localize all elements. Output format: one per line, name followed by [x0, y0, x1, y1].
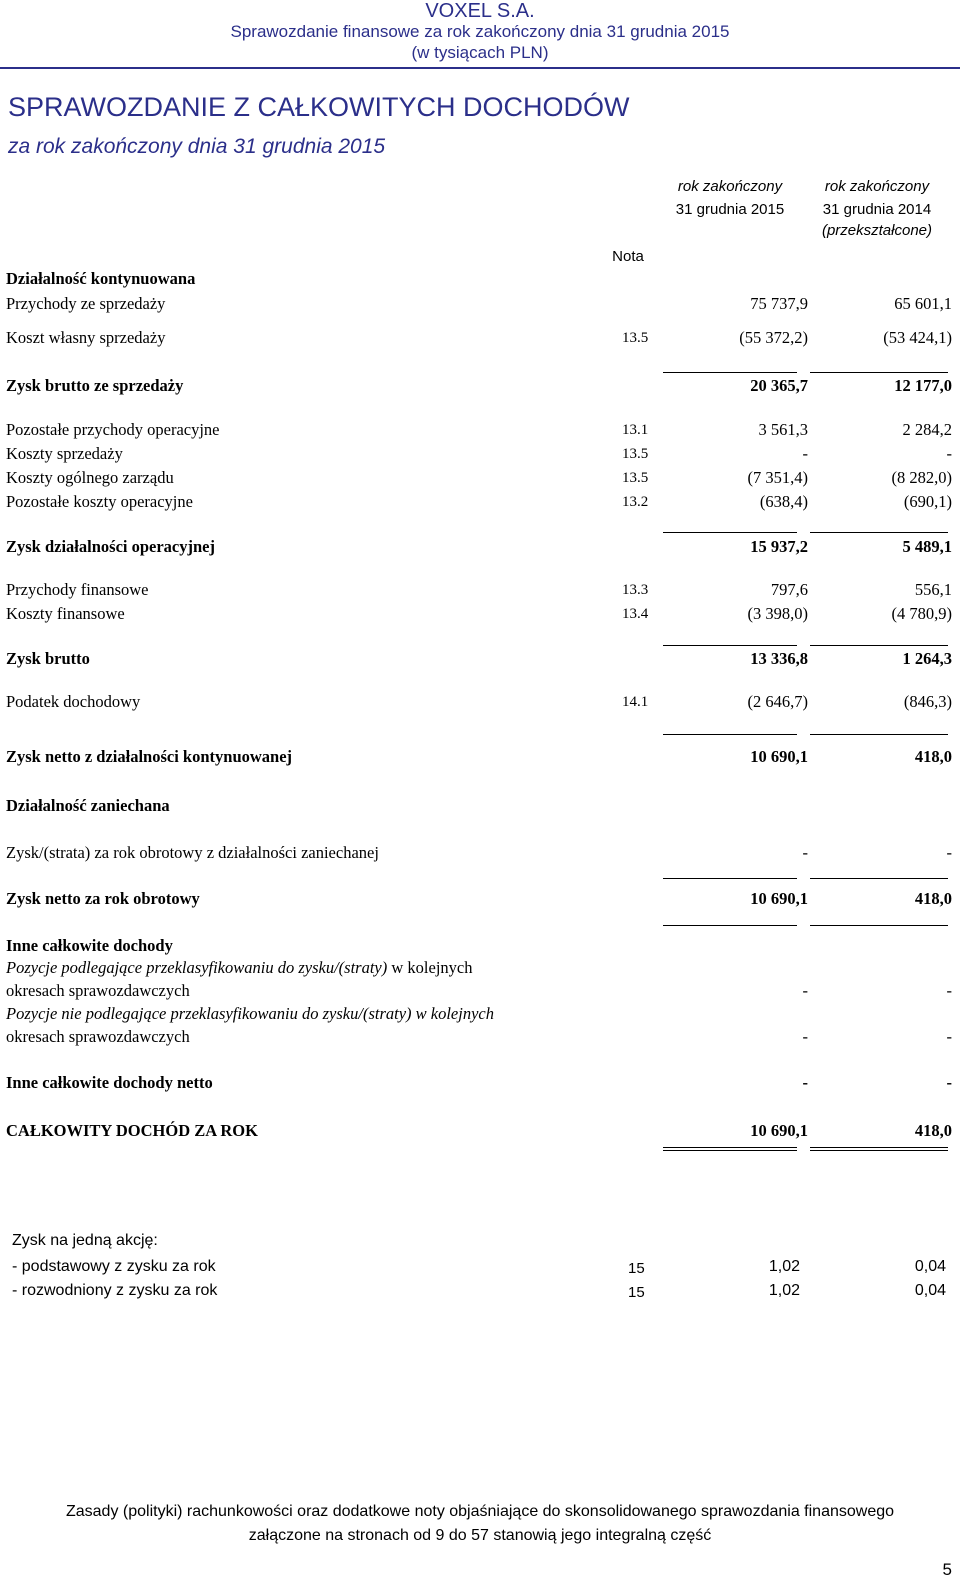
- value-2014: (53 424,1): [883, 328, 952, 347]
- row-label: Działalność kontynuowana: [6, 269, 196, 288]
- value-2014: -: [946, 444, 952, 463]
- value-2014: -: [946, 843, 952, 862]
- row-nota: 13.2: [622, 494, 649, 510]
- value-2015: 10 690,1: [750, 747, 808, 766]
- table-row: [6, 375, 954, 397]
- eps-nota-diluted: 15: [628, 1284, 645, 1301]
- value-2015: (638,4): [759, 492, 808, 511]
- value-2014: -: [946, 1073, 952, 1092]
- statement-subtitle: za rok zakończony dnia 31 grudnia 2015: [8, 135, 386, 158]
- total-rule: [810, 1150, 948, 1151]
- table-row: [6, 1003, 954, 1025]
- row-label-rest: w kolejnych: [387, 958, 473, 977]
- value-2015: (2 646,7): [747, 692, 808, 711]
- table-row: [6, 842, 954, 864]
- value-2014: -: [946, 981, 952, 1000]
- eps-title: Zysk na jedną akcję:: [12, 1232, 158, 1249]
- table-row: [6, 935, 954, 957]
- table-row: [6, 443, 954, 465]
- row-label: okresach sprawozdawczych: [6, 981, 190, 1000]
- value-2015: 15 937,2: [750, 537, 808, 556]
- row-label: Zysk działalności operacyjnej: [6, 537, 215, 556]
- eps-diluted-2015: 1,02: [768, 1282, 800, 1299]
- statement-title: SPRAWOZDANIE Z CAŁKOWITYCH DOCHODÓW: [8, 92, 630, 122]
- eps-diluted-2014: 0,04: [914, 1282, 946, 1299]
- total-rule: [810, 1147, 948, 1148]
- row-nota: 13.5: [622, 330, 649, 346]
- row-label: CAŁKOWITY DOCHÓD ZA ROK: [6, 1121, 258, 1140]
- row-nota: 13.3: [622, 582, 649, 598]
- subtotal-rule: [663, 925, 797, 926]
- value-2014: 418,0: [914, 889, 952, 908]
- col2-head-line1: rok zakończony: [824, 178, 930, 195]
- row-label-italic: Pozycje podlegające przeklasyfikowaniu do zysku/(straty): [6, 958, 388, 977]
- value-2015: 3 561,3: [758, 420, 808, 439]
- footer-note-line2: załączone na stronach od 9 do 57 stanowią jego integralną część: [248, 1527, 712, 1544]
- subtotal-rule: [810, 878, 948, 879]
- table-row: [6, 957, 954, 979]
- page-number: 5: [942, 1560, 952, 1579]
- table-row: [6, 491, 954, 513]
- value-2015: 10 690,1: [750, 1121, 808, 1140]
- subtotal-rule: [810, 734, 948, 735]
- row-label: Koszty finansowe: [6, 604, 125, 623]
- nota-head: Nota: [612, 248, 644, 265]
- value-2014: -: [946, 1027, 952, 1046]
- value-2015: 10 690,1: [750, 889, 808, 908]
- row-label: Pozycje nie podlegające przeklasyfikowaniu do zysku/(straty) w kolejnych: [6, 1004, 494, 1023]
- value-2015: (55 372,2): [739, 328, 808, 347]
- value-2015: -: [802, 843, 808, 862]
- row-label: Koszt własny sprzedaży: [6, 328, 166, 347]
- subtotal-rule: [810, 372, 948, 373]
- subtotal-rule: [663, 372, 797, 373]
- report-title: Sprawozdanie finansowe za rok zakończony dnia 31 grudnia 2015: [230, 22, 730, 41]
- value-2014: 65 601,1: [894, 294, 952, 313]
- table-row: [6, 1120, 954, 1142]
- eps-nota-basic: 15: [628, 1260, 645, 1277]
- subtotal-rule: [663, 645, 797, 646]
- row-nota: 13.4: [622, 606, 649, 622]
- subtotal-rule: [810, 645, 948, 646]
- row-label: Zysk brutto: [6, 649, 90, 668]
- value-2014: (4 780,9): [891, 604, 952, 623]
- value-2015: (3 398,0): [747, 604, 808, 623]
- row-label: Koszty sprzedaży: [6, 444, 123, 463]
- row-nota: 14.1: [622, 694, 649, 710]
- row-label: Działalność zaniechana: [6, 796, 170, 815]
- value-2014: (690,1): [903, 492, 952, 511]
- table-row: [6, 795, 954, 817]
- row-label: Zysk netto za rok obrotowy: [6, 889, 200, 908]
- col2-head-line2: 31 grudnia 2014: [822, 201, 932, 218]
- row-label: Zysk netto z działalności kontynuowanej: [6, 747, 293, 766]
- row-label: Inne całkowite dochody netto: [6, 1073, 213, 1092]
- table-row: [6, 327, 954, 349]
- row-label: Zysk brutto ze sprzedaży: [6, 376, 184, 395]
- eps-label-basic: - podstawowy z zysku za rok: [12, 1258, 216, 1275]
- value-2015: 13 336,8: [750, 649, 808, 668]
- table-row: [6, 1026, 954, 1048]
- value-2015: -: [802, 981, 808, 1000]
- col1-head-line1: rok zakończony: [677, 178, 783, 195]
- subtotal-rule: [663, 532, 797, 533]
- subtotal-rule: [810, 925, 948, 926]
- row-nota: 13.5: [622, 446, 649, 462]
- row-label: Przychody finansowe: [6, 580, 149, 599]
- value-2015: -: [802, 1027, 808, 1046]
- value-2015: 20 365,7: [750, 376, 808, 395]
- row-label: [6, 957, 472, 979]
- value-2014: 2 284,2: [902, 420, 952, 439]
- value-2014: 12 177,0: [894, 376, 952, 395]
- eps-basic-2015: 1,02: [768, 1258, 800, 1275]
- value-2015: -: [802, 1073, 808, 1092]
- table-row: [6, 603, 954, 625]
- table-row: [6, 536, 954, 558]
- row-nota: 13.1: [622, 422, 649, 438]
- row-label: Koszty ogólnego zarządu: [6, 468, 174, 487]
- total-rule: [663, 1150, 797, 1151]
- footer-note-line1: Zasady (polityki) rachunkowości oraz dodatkowe noty objaśniające do skonsolidowanego sprawozdania finansowego: [65, 1503, 895, 1520]
- table-row: [6, 888, 954, 910]
- value-2014: 5 489,1: [902, 537, 952, 556]
- row-label: Zysk/(strata) za rok obrotowy z działalności zaniechanej: [6, 843, 379, 862]
- eps-basic-2014: 0,04: [914, 1258, 946, 1275]
- row-label: Inne całkowite dochody: [6, 936, 173, 955]
- value-2015: 797,6: [770, 580, 808, 599]
- table-row: [6, 268, 954, 290]
- col1-head-line2: 31 grudnia 2015: [675, 201, 785, 218]
- table-row: [6, 648, 954, 670]
- table-row: [6, 419, 954, 441]
- row-label: okresach sprawozdawczych: [6, 1027, 190, 1046]
- row-label: Przychody ze sprzedaży: [6, 294, 166, 313]
- value-2015: (7 351,4): [747, 468, 808, 487]
- table-row: [6, 691, 954, 713]
- total-rule: [663, 1147, 797, 1148]
- col2-head-line3: (przekształcone): [821, 222, 933, 239]
- row-label: Podatek dochodowy: [6, 692, 141, 711]
- row-label: Pozostałe przychody operacyjne: [6, 420, 220, 439]
- value-2014: 556,1: [914, 580, 952, 599]
- value-2015: 75 737,9: [750, 294, 808, 313]
- table-row: [6, 746, 954, 768]
- currency-unit: (w tysiącach PLN): [411, 43, 549, 62]
- table-row: [6, 980, 954, 1002]
- value-2014: (8 282,0): [891, 468, 952, 487]
- row-label: Pozostałe koszty operacyjne: [6, 492, 193, 511]
- value-2015: -: [802, 444, 808, 463]
- table-row: [6, 579, 954, 601]
- table-row: [6, 467, 954, 489]
- subtotal-rule: [663, 878, 797, 879]
- subtotal-rule: [810, 532, 948, 533]
- row-nota: 13.5: [622, 470, 649, 486]
- value-2014: 418,0: [914, 1121, 952, 1140]
- table-row: [6, 293, 954, 315]
- subtotal-rule: [663, 734, 797, 735]
- eps-label-diluted: - rozwodniony z zysku za rok: [12, 1282, 218, 1299]
- value-2014: 1 264,3: [902, 649, 952, 668]
- header-divider: [0, 67, 960, 69]
- value-2014: (846,3): [903, 692, 952, 711]
- table-row: [6, 1072, 954, 1094]
- company-name: VOXEL S.A.: [425, 0, 535, 22]
- value-2014: 418,0: [914, 747, 952, 766]
